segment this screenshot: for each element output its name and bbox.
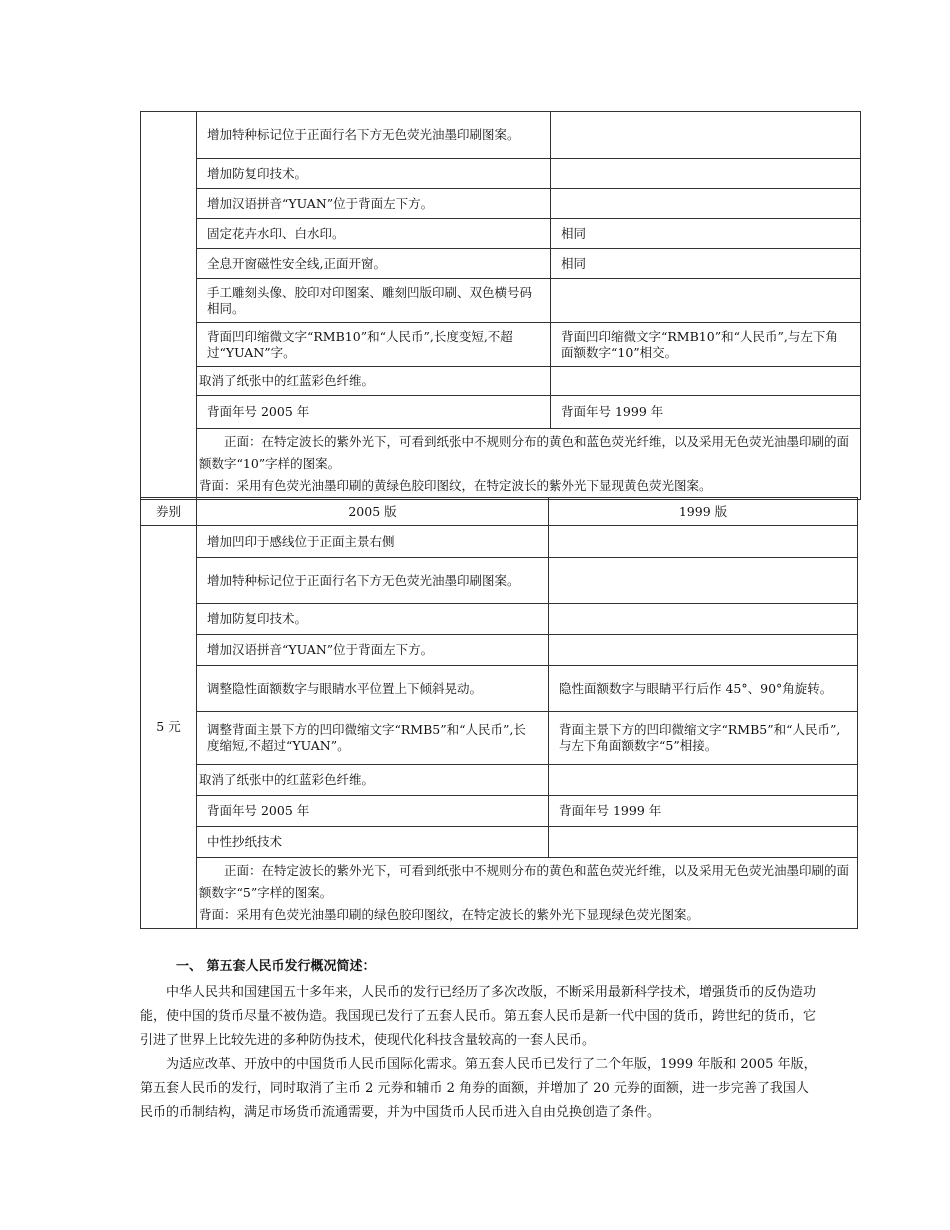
feature-1999 bbox=[551, 159, 861, 189]
comparison-table-10-yuan bbox=[140, 111, 861, 500]
uv-note bbox=[197, 858, 858, 929]
denomination-cell-empty bbox=[141, 112, 197, 500]
feature-2005: 增加特种标记位于正面行名下方无色荧光油墨印刷图案。 bbox=[197, 112, 551, 159]
feature-2005: 取消了纸张中的红蓝彩色纤维。 bbox=[197, 367, 551, 396]
feature-2005: 手工雕刻头像、胶印对印图案、雕刻凹版印刷、双色横号码相同。 bbox=[197, 279, 551, 323]
feature-1999: 背面主景下方的凹印微缩文字“RMB5”和“人民币”,与左下角面额数字“5”相接。 bbox=[549, 712, 858, 765]
header-denomination: 券别 bbox=[141, 498, 197, 526]
header-2005: 2005 版 bbox=[197, 498, 549, 526]
feature-1999: 隐性面额数字与眼睛平行后作 45°、90°角旋转。 bbox=[549, 666, 858, 712]
feature-1999 bbox=[551, 189, 861, 219]
feature-1999 bbox=[549, 526, 858, 558]
feature-1999: 背面年号 1999 年 bbox=[549, 796, 858, 827]
feature-2005: 增加防复印技术。 bbox=[197, 159, 551, 189]
feature-1999 bbox=[549, 765, 858, 796]
paragraph-2: 为适应改革、开放中的中国货币人民币国际化需求。第五套人民币已发行了二个年版，1999 年版和 2005 年版，第五套人民币的发行，同时取消了主币 2 元券和辅币 2 角券的面额，并增加了 20 元券的面额，进一步完善了我国人民币的币制结构，满足市场货币流通需要，并为中国货币人民币进入自由兑换创造了条件。 bbox=[140, 1057, 817, 1120]
feature-2005: 增加特种标记位于正面行名下方无色荧光油墨印刷图案。 bbox=[197, 558, 549, 604]
feature-2005: 固定花卉水印、白水印。 bbox=[197, 219, 551, 249]
feature-2005: 调整隐性面额数字与眼睛水平位置上下倾斜晃动。 bbox=[197, 666, 549, 712]
feature-2005: 增加凹印于感线位于正面主景右侧 bbox=[197, 526, 549, 558]
feature-2005: 调整背面主景下方的凹印微缩文字“RMB5”和“人民币”,长度缩短,不超过“YUAN”。 bbox=[197, 712, 549, 765]
overview-section bbox=[140, 955, 820, 1125]
uv-note bbox=[197, 429, 861, 500]
feature-1999: 背面年号 1999 年 bbox=[551, 396, 861, 429]
feature-1999 bbox=[549, 604, 858, 635]
feature-2005: 背面凹印缩微文字“RMB10”和“人民币”,长度变短,不超过“YUAN”字。 bbox=[197, 323, 551, 367]
feature-2005: 增加汉语拼音“YUAN”位于背面左下方。 bbox=[197, 635, 549, 666]
section-heading: 一、 第五套人民币发行概况简述： bbox=[176, 959, 376, 974]
paragraph-1: 中华人民共和国建国五十多年来，人民币的发行已经历了多次改版，不断采用最新科学技术，增强货币的反伪造功能，使中国的货币尽量不被伪造。我国现已发行了五套人民币。第五套人民币是新一代中国的货币，跨世纪的货币，它引进了世界上比较先进的多种防伪技术，使现代化科技含量较高的一套人民币。 bbox=[140, 985, 817, 1048]
feature-1999 bbox=[551, 279, 861, 323]
feature-1999: 相同 bbox=[551, 249, 861, 279]
feature-2005: 全息开窗磁性安全线,正面开窗。 bbox=[197, 249, 551, 279]
feature-1999 bbox=[551, 367, 861, 396]
feature-2005: 背面年号 2005 年 bbox=[197, 796, 549, 827]
feature-1999 bbox=[551, 112, 861, 159]
feature-2005: 取消了纸张中的红蓝彩色纤维。 bbox=[197, 765, 549, 796]
denomination-cell: 5 元 bbox=[141, 526, 197, 929]
feature-2005: 增加防复印技术。 bbox=[197, 604, 549, 635]
uv-note-back: 背面：采用有色荧光油墨印刷的黄绿色胶印图纹，在特定波长的紫外光下显现黄色荧光图案。 bbox=[199, 478, 712, 493]
header-1999: 1999 版 bbox=[549, 498, 858, 526]
feature-1999: 背面凹印缩微文字“RMB10”和“人民币”,与左下角面额数字“10”相交。 bbox=[551, 323, 861, 367]
feature-1999: 相同 bbox=[551, 219, 861, 249]
uv-note-front: 正面：在特定波长的紫外光下，可看到纸张中不规则分布的黄色和蓝色荧光纤维，以及采用无色荧光油墨印刷的面额数字“5”字样的图案。 bbox=[199, 863, 850, 900]
uv-note-back: 背面：采用有色荧光油墨印刷的绿色胶印图纹，在特定波长的紫外光下显现绿色荧光图案。 bbox=[199, 907, 700, 922]
feature-1999 bbox=[549, 827, 858, 858]
feature-2005: 中性抄纸技术 bbox=[197, 827, 549, 858]
uv-note-front: 正面：在特定波长的紫外光下，可看到纸张中不规则分布的黄色和蓝色荧光纤维，以及采用无色荧光油墨印刷的面额数字“10”字样的图案。 bbox=[199, 434, 850, 471]
feature-2005: 背面年号 2005 年 bbox=[197, 396, 551, 429]
feature-2005: 增加汉语拼音“YUAN”位于背面左下方。 bbox=[197, 189, 551, 219]
feature-1999 bbox=[549, 558, 858, 604]
feature-1999 bbox=[549, 635, 858, 666]
comparison-table-5-yuan bbox=[140, 497, 858, 929]
